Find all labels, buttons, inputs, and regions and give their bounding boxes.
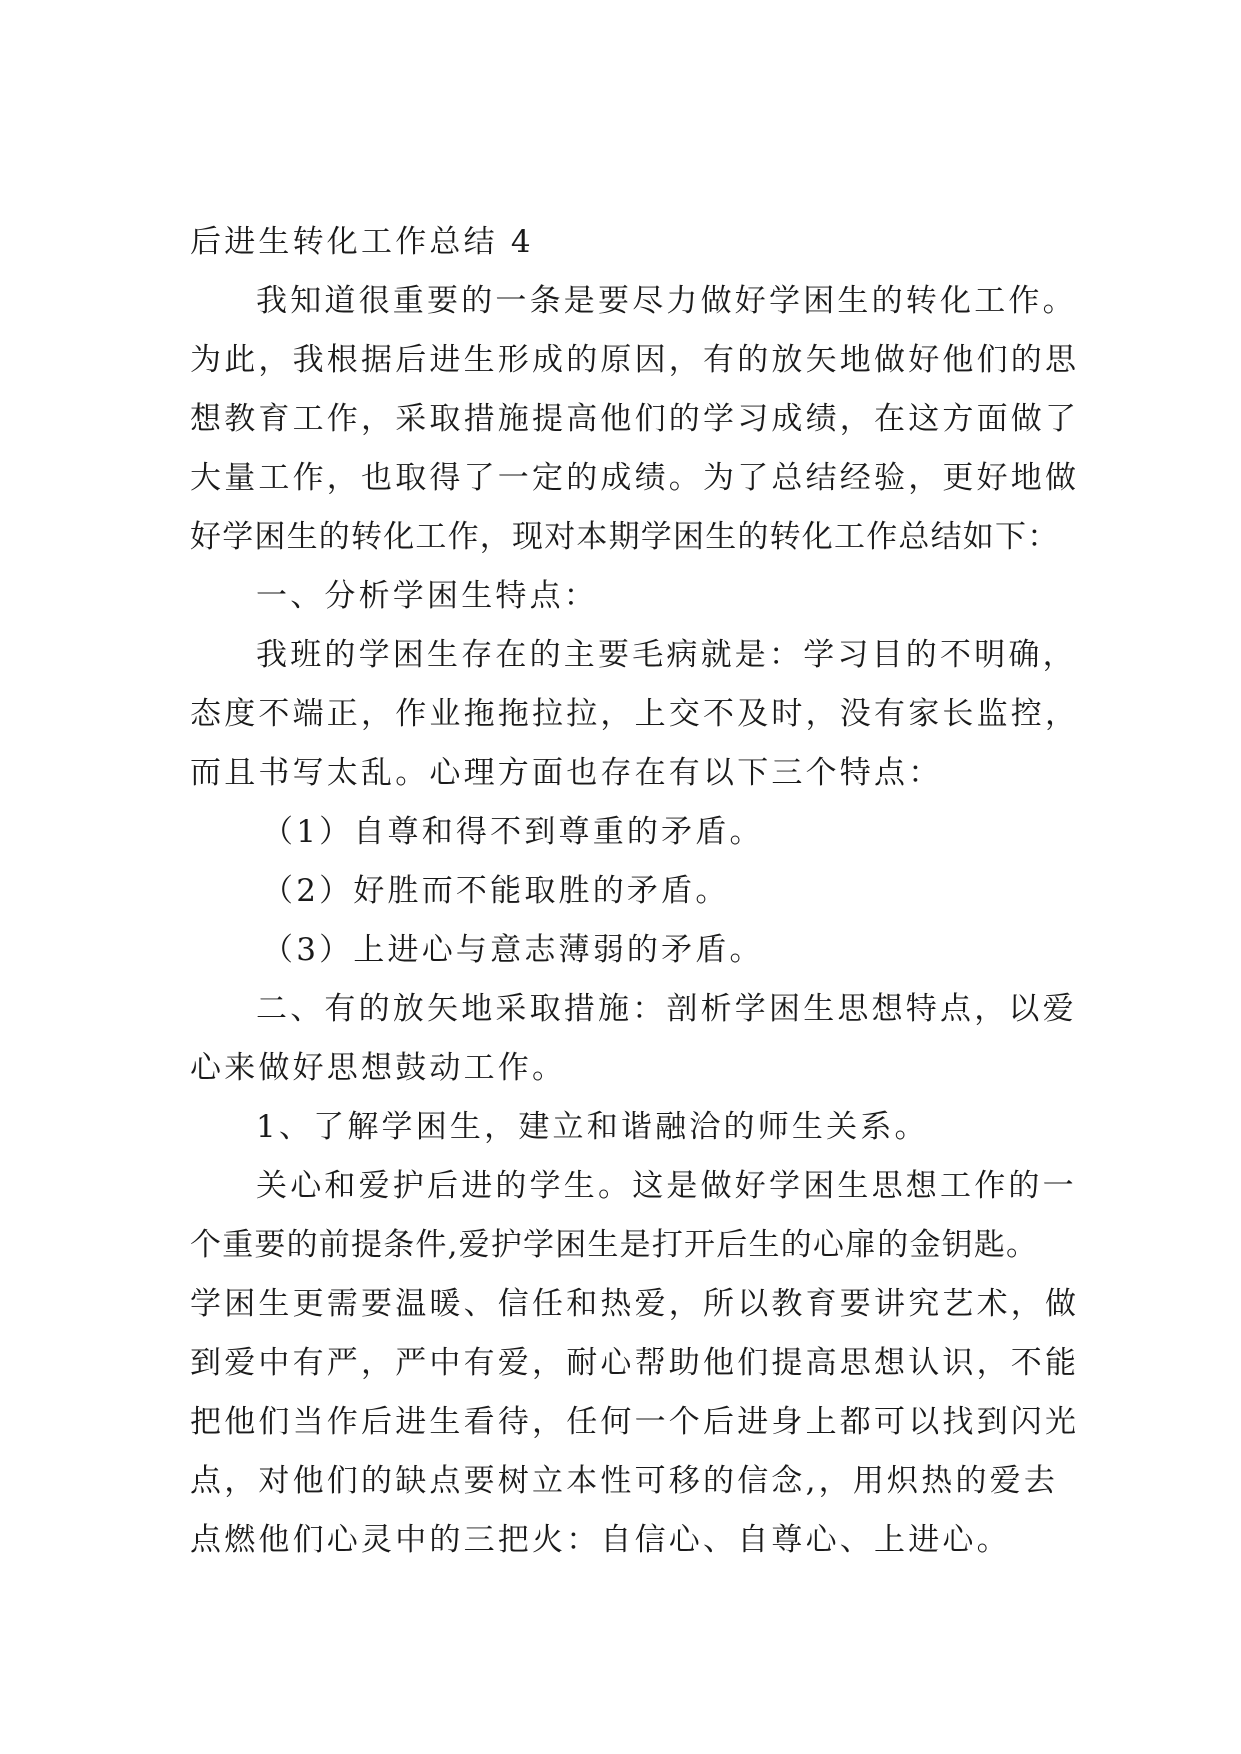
paragraph-line: 想教育工作，采取措施提高他们的学习成绩，在这方面做了 bbox=[190, 401, 1080, 437]
paragraph-line: 个重要的前提条件,爱护学困生是打开后生的心扉的金钥匙。 bbox=[190, 1227, 1039, 1263]
list-item: （2）好胜而不能取胜的矛盾。 bbox=[262, 873, 730, 909]
paragraph-line: 到爱中有严，严中有爱，耐心帮助他们提高思想认识，不能 bbox=[190, 1345, 1080, 1381]
paragraph-line: 心来做好思想鼓动工作。 bbox=[190, 1050, 567, 1086]
document-title: 后进生转化工作总结 4 bbox=[190, 224, 534, 260]
paragraph-line: 好学困生的转化工作，现对本期学困生的转化工作总结如下： bbox=[190, 519, 1060, 555]
paragraph-line: 点燃他们心灵中的三把火：自信心、自尊心、上进心。 bbox=[190, 1522, 1011, 1558]
paragraph-line: 态度不端正，作业拖拖拉拉，上交不及时，没有家长监控， bbox=[190, 696, 1080, 732]
paragraph-line: 为此，我根据后进生形成的原因，有的放矢地做好他们的思 bbox=[190, 342, 1080, 378]
section-heading: 一、分析学困生特点： bbox=[256, 578, 598, 614]
paragraph-line: 学困生更需要温暖、信任和热爱，所以教育要讲究艺术，做 bbox=[190, 1286, 1080, 1322]
paragraph-line: 关心和爱护后进的学生。这是做好学困生思想工作的一 bbox=[256, 1168, 1077, 1204]
subsection-heading: 1、了解学困生，建立和谐融洽的师生关系。 bbox=[256, 1109, 929, 1145]
list-item: （3）上进心与意志薄弱的矛盾。 bbox=[262, 932, 764, 968]
paragraph-line: 点，对他们的缺点要树立本性可移的信念,，用炽热的爱去 bbox=[190, 1463, 1059, 1499]
paragraph-line: 大量工作，也取得了一定的成绩。为了总结经验，更好地做 bbox=[190, 460, 1080, 496]
paragraph-line: 而且书写太乱。心理方面也存在有以下三个特点： bbox=[190, 755, 943, 791]
paragraph-line: 把他们当作后进生看待，任何一个后进身上都可以找到闪光 bbox=[190, 1404, 1080, 1440]
paragraph-line: 我知道很重要的一条是要尽力做好学困生的转化工作。 bbox=[256, 283, 1077, 319]
paragraph-line: 我班的学困生存在的主要毛病就是：学习目的不明确， bbox=[256, 637, 1077, 673]
section-heading: 二、有的放矢地采取措施：剖析学困生思想特点，以爱 bbox=[256, 991, 1077, 1027]
list-item: （1）自尊和得不到尊重的矛盾。 bbox=[262, 814, 764, 850]
